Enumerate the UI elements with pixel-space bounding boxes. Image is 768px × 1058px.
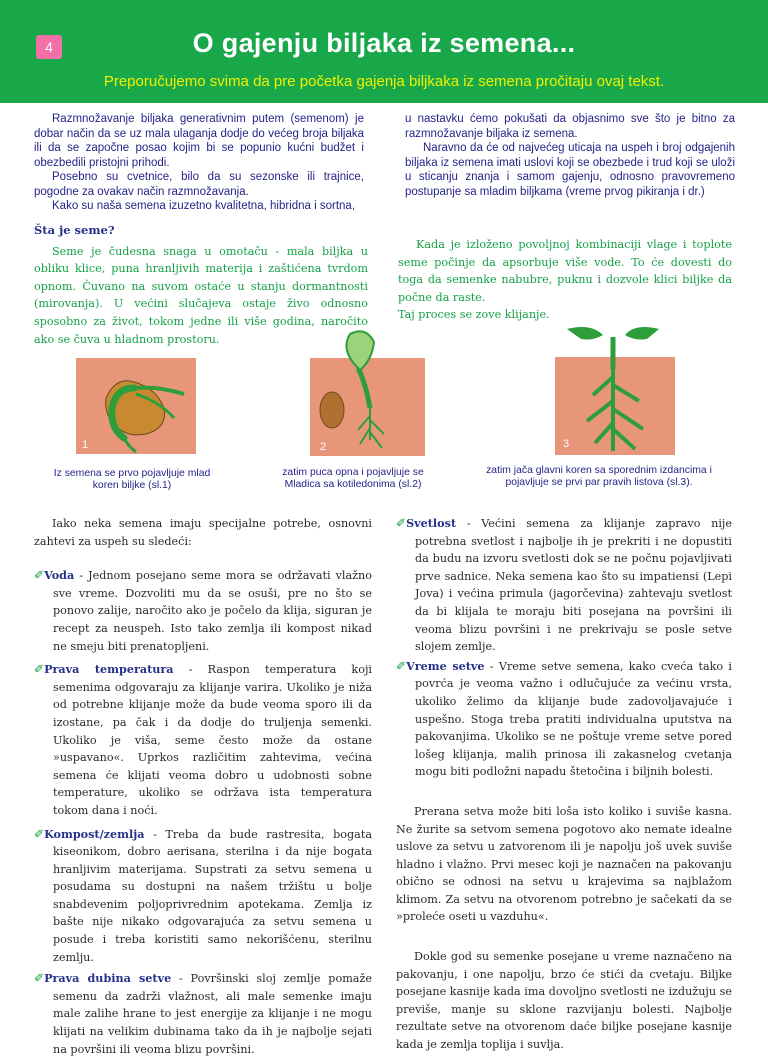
- pen-icon: ✐: [34, 662, 45, 677]
- figure-caption: zatim jača glavni koren sa sporednim izdancima i pojavljuje se prvi par pravih listova (sl.3).: [486, 465, 712, 488]
- condition-text: - Vreme setve semena, kako cveća tako i povrća je veoma važno i odlučujuće za većinu vrsta, ukoliko želimo da klijanje bude zadovoljavajuće i uspešno. Stoga treba pratiti individualna uputstva na pakovanjima. Ukoliko se ne poštuje vreme setve pored lošeg klijanja, malih prinosa ili zakasnelog cvetanja mogu biti podložni napadu štetočina i biljnih bolesti.: [415, 659, 732, 779]
- conditions-left: [34, 515, 372, 1058]
- germination-description: Kada je izloženo povoljnoj kombinaciji vlage i toplote seme počinje da apsorbuje više vode. To će dovesti do toga da semenke nabubre, puknu i dozvole klici biljke da počne da raste.: [398, 238, 732, 304]
- intro-paragraph: Kako su naša semena izuzetno kvalitetna, hibridna i sortna,: [52, 200, 356, 212]
- condition-text: - Većini semena za klijanje zapravo nije potrebna svetlost i najbolje ih je prekriti i ne dopustiti da budu na izvoru svetlosti dok se ne počnu pojavljivati prve sadnice. Neka semena kao što su impatiensi (Lepi Jova) i većina primula (jagorčevina) zahtevaju svetlost da bi klijala te moraju biti posejana na površini ili veoma blizu površini i ne prekrivaju se posle setve slojem zemlje.: [415, 517, 732, 654]
- germination-figure-3: [555, 325, 675, 455]
- germination-term: Taj proces se zove klijanje.: [398, 308, 550, 322]
- condition-text: - Površinski sloj zemlje pomaže semenu da zadrži vlažnost, ali male semenke imaju male zalihe hrane to jest energije za klijanje i ne mogu klijati na velikim dubinama tako da ih je najbolje sejati na površini ili veoma blizu površini.: [53, 972, 372, 1056]
- prerana-setva-paragraph: Prerana setva može biti loša isto koliko i suviše kasna. Ne žurite sa setvom semena pogotovo ako nemate idealne uslove za setvu u zatvorenom ili je napolju još uvek suviše hladno i vlažno. Prvi mesec koji je naznačen na pakovanju obično se odnosi na setvu u krajevima sa najblažom klimom. Za setvu na otvorenom potrebno je sačekati da se »proleće oseti u vazduhu«.: [396, 804, 732, 924]
- condition-dubina: [34, 970, 372, 1058]
- condition-temperatura: [34, 661, 372, 819]
- header-banner: [0, 0, 768, 103]
- condition-term: Prava dubina setve: [44, 971, 172, 986]
- section-heading: Šta je seme?: [34, 223, 115, 237]
- intro-paragraph: Posebno su cvetnice, bilo da su sezonske ili trajnice, pogodne za ovakav način razmnožavanja.: [34, 171, 364, 198]
- condition-text: - Treba da bude rastresita, bogata kiseonikom, dobro aerisana, sterilna i da nije bogata hranljivim materijama. Supstrati za setvu semena u posudama su dostupni na našem tržištu u bolje snabdevenim poljoprivrednim apotekama. Zemlja iz bašte nije nikako odgovarajuća za setvu semena u posude i treba koristiti samo nekorišćenu, sterilnu zemlju.: [53, 827, 372, 964]
- condition-voda: [34, 567, 372, 655]
- seed-section-right: [398, 236, 732, 324]
- germination-figure-2: [310, 328, 425, 456]
- conditions-intro: Iako neka semena imaju specijalne potrebe, osnovni zahtevi za uspeh su sledeći:: [34, 517, 372, 548]
- condition-term: Vreme setve: [406, 658, 485, 673]
- condition-text: - Jednom posejano seme mora se održavati vlažno sve vreme. Dozvoliti mu da se osuši, pre no što se ponovo zalije, naročito ako je počelo da klija, siguran je recept za neuspeh. Isto tako zemlja ili kompost nikad ne smeju biti prenatopljeni.: [53, 569, 372, 653]
- pen-icon: ✐: [34, 568, 45, 583]
- condition-term: Kompost/zemlja: [44, 826, 145, 841]
- condition-svetlost: [396, 515, 732, 656]
- page-title: O gajenju biljaka iz semena...: [192, 28, 576, 58]
- intro-paragraph: Naravno da će od najvećeg uticaja na uspeh i broj odgajenih biljaka iz semena imati uslovi koji se obezbede i trud koji se uloži u sticanju znanja i samom gajenju, odnosno pravovremeno postupanje sa mladim biljkama (vreme prvog pikiranja i dr.): [405, 142, 735, 198]
- intro-left: [34, 112, 364, 214]
- pen-icon: ✐: [34, 971, 45, 986]
- condition-term: Voda: [44, 568, 75, 583]
- condition-vreme-setve: [396, 658, 732, 781]
- page-subtitle: Preporučujemo svima da pre početka gajenja biljkaka iz semena pročitaju ovaj tekst.: [103, 73, 665, 90]
- condition-kompost: [34, 826, 372, 967]
- figure-number: 2: [320, 441, 327, 453]
- dokle-god-paragraph: Dokle god su semenke posejane u vreme naznačeno na pakovanju, i one napolju, brzo će stići da cvetaju. Biljke posejane kasnije kada ima dovoljno svetlosti ne izdužuju se previše, manje su sklone razvijanju bolesti. Najbolje rezultate setve na otvorenom daće biljke posejane kasnije kada je zemlja toplija i suvlja.: [396, 950, 732, 1052]
- intro-right: [405, 112, 735, 199]
- condition-term: Prava temperatura: [44, 662, 174, 677]
- germination-figure-1: [76, 358, 196, 454]
- pen-icon: ✐: [34, 826, 45, 841]
- intro-paragraph: Razmnožavanje biljaka generativnim putem (semenom) je dobar način da se uz mala ulaganja dodje do većeg broja biljaka ili da se započne posao kojim bi se popunio kućni budžet i obezbedili pristojni prihodi.: [34, 113, 364, 169]
- condition-text: - Raspon temperatura koji semenima odgovaraju za klijanje varira. Ukoliko je niža od potrebne klijanje može da bude veoma sporo ili da izostane, pa čak i da dodje do truljenja semenki. Ukoliko je viša, seme često može da ostane »uspavano«. Uprkos različitim zahtevima, većina semena će klijati veoma dobro u udobnosti sobne temperature, ukoliko se održava ista temperatura tokom dana i noći.: [53, 663, 372, 817]
- pen-icon: ✐: [396, 658, 407, 673]
- pen-icon: ✐: [396, 516, 407, 530]
- figure-number: 3: [563, 438, 570, 450]
- condition-term: Svetlost: [406, 516, 457, 530]
- intro-paragraph: u nastavku ćemo pokušati da objasnimo sve što je bitno za razmnožavanje biljaka iz semena.: [405, 113, 735, 140]
- figure-number: 1: [82, 439, 89, 451]
- page-number-badge: 4: [36, 35, 62, 59]
- conditions-right: [396, 515, 732, 1054]
- seed-description: Seme je čudesna snaga u omotaču - mala biljka u obliku klice, puna hranljivih materija i zaštićena tvrdom opnom. Čuvano na suvom ostaće u stanju dormantnosti (mirovanja). U većini slučajeva ostaje živo odnosno sposobno za život, tokom jedne ili više godina, naročito ako se čuva u hladnom prostoru.: [34, 244, 368, 346]
- figure-caption: Iz semena se prvo pojavljuje mlad koren biljke (sl.1): [53, 468, 211, 491]
- figure-caption: zatim puca opna i pojavljuje se Mladica sa kotiledonima (sl.2): [282, 467, 424, 490]
